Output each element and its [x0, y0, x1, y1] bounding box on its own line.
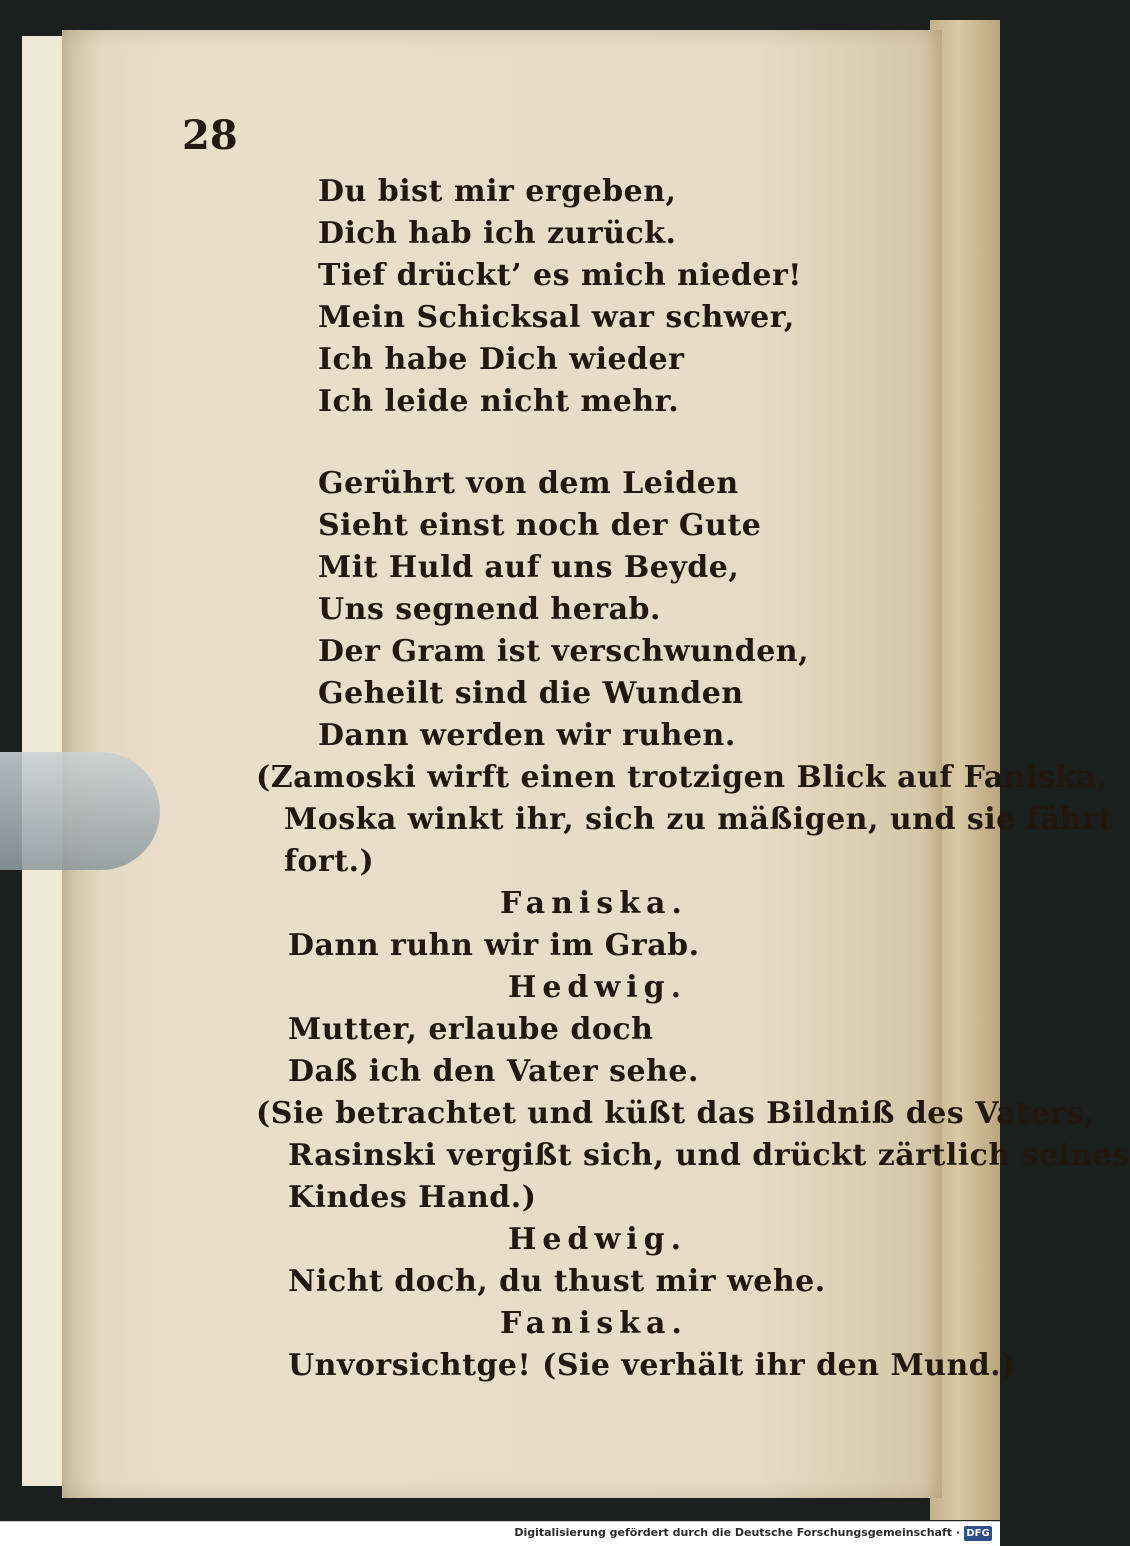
verse-line: Der Gram ist verschwunden,	[318, 634, 810, 669]
speaker-name: Faniska.	[500, 886, 688, 921]
speaker-name: Hedwig.	[508, 970, 688, 1005]
speaker-name: Faniska.	[500, 1306, 688, 1341]
verse-line: Dann ruhn wir im Grab.	[288, 928, 700, 963]
stage-direction-line: (Zamoski wirft einen trotzigen Blick auf Faniska,	[256, 760, 1108, 795]
verse-line: Mutter, erlaube doch	[288, 1012, 654, 1047]
stage-direction-line: Moska winkt ihr, sich zu mäßigen, und sie fährt	[284, 802, 1114, 837]
verse-line: Mit Huld auf uns Beyde,	[318, 550, 740, 585]
stage-direction-line: Kindes Hand.)	[288, 1180, 537, 1215]
verse-line: Uns segnend herab.	[318, 592, 661, 627]
speaker-name: Hedwig.	[508, 1222, 688, 1257]
verse-line: Dich hab ich zurück.	[318, 216, 677, 251]
verse-line: Mein Schicksal war schwer,	[318, 300, 795, 335]
verse-line: Tief drückt’ es mich nieder!	[318, 258, 802, 293]
scanner-clip	[0, 752, 160, 870]
verse-line: Ich habe Dich wieder	[318, 342, 685, 377]
verse-line: Ich leide nicht mehr.	[318, 384, 680, 419]
stage-direction-line: (Sie betrachtet und küßt das Bildniß des Vaters,	[256, 1096, 1095, 1131]
verse-line: Dann werden wir ruhen.	[318, 718, 736, 753]
verse-line: Geheilt sind die Wunden	[318, 676, 744, 711]
stage-direction-line: fort.)	[284, 844, 375, 879]
footer-bar	[0, 1521, 1000, 1546]
verse-line: Unvorsichtge! (Sie verhält ihr den Mund.)	[288, 1348, 1016, 1383]
page-number: 28	[182, 112, 238, 159]
verse-line: Daß ich den Vater sehe.	[288, 1054, 699, 1089]
verse-line: Nicht doch, du thust mir wehe.	[288, 1264, 826, 1299]
dfg-logo: DFG	[964, 1526, 992, 1541]
verse-line: Sieht einst noch der Gute	[318, 508, 762, 543]
verse-line: Gerührt von dem Leiden	[318, 466, 739, 501]
stage-direction-line: Rasinski vergißt sich, und drückt zärtlich seines	[288, 1138, 1130, 1173]
footer-credit: Digitalisierung gefördert durch die Deutsche Forschungsgemeinschaft ·	[514, 1526, 960, 1539]
verse-line: Du bist mir ergeben,	[318, 174, 677, 209]
